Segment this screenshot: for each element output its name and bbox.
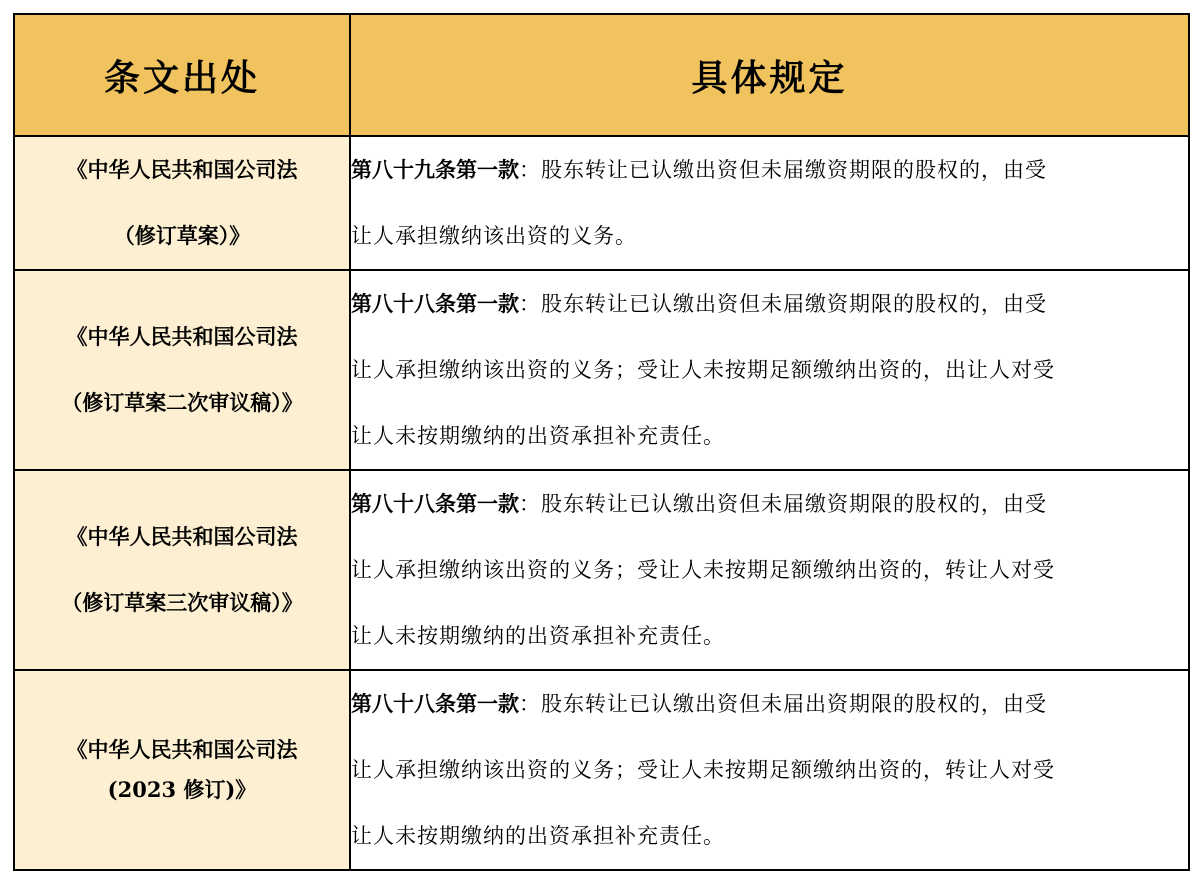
source-line: 《中华人民共和国公司法 <box>66 524 298 549</box>
rule-line: 让人未按期缴纳的出资承担补充责任。 <box>351 824 725 848</box>
label-separator: ： <box>519 158 541 182</box>
label-separator: ： <box>519 292 541 316</box>
table-header-row <box>14 14 1189 136</box>
article-label: 第八十八条第一款 <box>351 691 519 716</box>
source-line: （修订草案）》 <box>113 223 251 248</box>
rule-cell <box>350 270 1189 470</box>
rule-line: 让人承担缴纳该出资的义务；受让人未按期足额缴纳出资的，转让人对受 <box>351 758 1055 782</box>
source-cell <box>14 270 350 470</box>
rule-line: 让人未按期缴纳的出资承担补充责任。 <box>351 424 725 448</box>
rule-cell <box>350 670 1189 870</box>
rule-text: 股东转让已认缴出资但未届缴资期限的股权的，由受 <box>541 292 1047 316</box>
rule-line: 让人未按期缴纳的出资承担补充责任。 <box>351 624 725 648</box>
source-line: 《中华人民共和国公司法 <box>66 737 298 762</box>
source-line: （修订草案二次审议稿）》 <box>61 390 303 415</box>
table-row <box>14 470 1189 670</box>
label-separator: ： <box>519 492 541 516</box>
rule-cell <box>350 470 1189 670</box>
source-line: 《中华人民共和国公司法 <box>66 324 298 349</box>
rule-text: 股东转让已认缴出资但未届缴资期限的股权的，由受 <box>541 492 1047 516</box>
rule-text: 股东转让已认缴出资但未届出资期限的股权的，由受 <box>541 692 1047 716</box>
rule-line: 让人承担缴纳该出资的义务；受让人未按期足额缴纳出资的，转让人对受 <box>351 558 1055 582</box>
rule-line <box>351 471 1188 537</box>
source-cell <box>14 670 350 870</box>
label-separator: ： <box>519 692 541 716</box>
rule-line <box>351 271 1188 337</box>
source-cell <box>14 136 350 270</box>
source-cell <box>14 470 350 670</box>
table-row <box>14 670 1189 870</box>
rule-line <box>351 137 1188 203</box>
source-line: 《中华人民共和国公司法 <box>66 157 298 182</box>
rule-text: 股东转让已认缴出资但未届缴资期限的股权的，由受 <box>541 158 1047 182</box>
law-comparison-table <box>13 13 1190 871</box>
table-row <box>14 136 1189 270</box>
article-label: 第八十八条第一款 <box>351 291 519 316</box>
article-label: 第八十八条第一款 <box>351 491 519 516</box>
rule-cell <box>350 136 1189 270</box>
rule-line: 让人承担缴纳该出资的义务；受让人未按期足额缴纳出资的，出让人对受 <box>351 358 1055 382</box>
source-line: （修订草案三次审议稿）》 <box>61 590 303 615</box>
rule-line <box>351 671 1188 737</box>
header-source: 条文出处 <box>14 14 350 136</box>
table-row <box>14 270 1189 470</box>
header-rule: 具体规定 <box>350 14 1189 136</box>
article-label: 第八十九条第一款 <box>351 157 519 182</box>
rule-line: 让人承担缴纳该出资的义务。 <box>351 224 637 248</box>
source-line: (2023 修订)》 <box>107 777 257 802</box>
